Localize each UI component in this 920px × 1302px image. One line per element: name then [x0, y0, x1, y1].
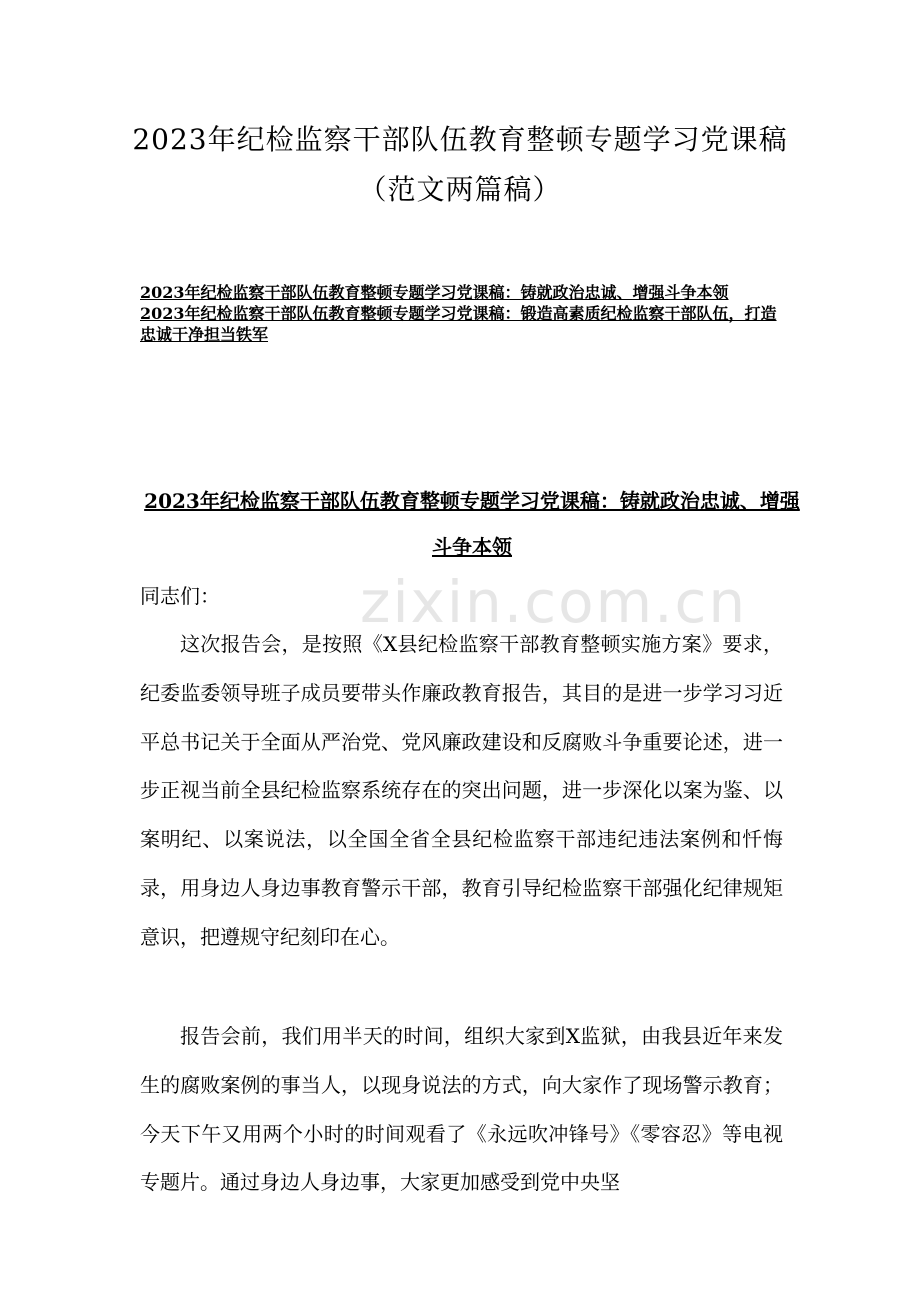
watermark-text: zixin.com.cn [360, 568, 748, 636]
toc-link-2[interactable]: 2023年纪检监察干部队伍教育整顿专题学习党课稿：锻造高素质纪检监察干部队伍，打造忠诚干净担当铁军 [140, 304, 777, 344]
salutation: 同志们： [140, 584, 220, 608]
body-paragraph: 报告会前，我们用半天的时间，组织大家到X监狱，由我县近年来发生的腐败案例的事当人，以现身说法的方式，向大家作了现场警示教育；今天下午又用两个小时的时间观看了《永远吹冲锋号》《零容忍》等电视专题片。通过身边人身边事，大家更加感受到党中央坚 [140, 1024, 783, 1195]
body-paragraph: 这次报告会，是按照《X县纪检监察干部教育整顿实施方案》要求，纪委监委领导班子成员要带头作廉政教育报告，其目的是进一步学习习近平总书记关于全面从严治党、党风廉政建设和反腐败斗争重要论述，进一步正视当前全县纪检监察系统存在的突出问题，进一步深化以案为鉴、以案明纪、以案说法，以全国全省全县纪检监察干部违纪违法案例和忏悔录，用身边人身边事教育警示干部，教育引导纪检监察干部强化纪律规矩意识，把遵规守纪刻印在心。 [140, 632, 783, 949]
document-subtitle: （范文两篇稿） [358, 173, 562, 206]
document-title: 2023年纪检监察干部队伍教育整顿专题学习党课稿 [132, 123, 788, 156]
table-of-contents [140, 282, 780, 345]
toc-link-1[interactable]: 2023年纪检监察干部队伍教育整顿专题学习党课稿：铸就政治忠诚、增强斗争本领 [140, 283, 729, 302]
section-title: 2023年纪检监察干部队伍教育整顿专题学习党课稿：铸就政治忠诚、增强斗争本领 [144, 489, 800, 559]
